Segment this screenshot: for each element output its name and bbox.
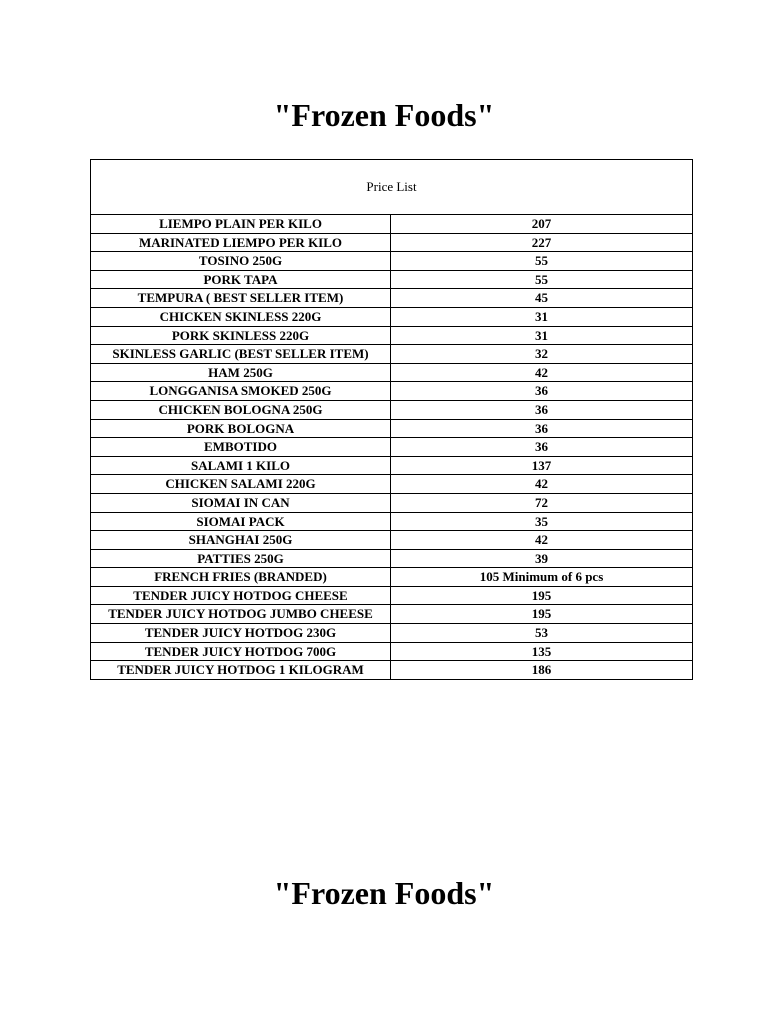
table-row — [91, 531, 693, 550]
item-price-cell: 36 — [391, 400, 693, 419]
item-name-cell: PORK BOLOGNA — [91, 419, 391, 438]
item-price-cell: 195 — [391, 605, 693, 624]
table-row — [91, 512, 693, 531]
item-name-cell: TOSINO 250G — [91, 252, 391, 271]
price-list-body — [91, 160, 693, 680]
item-name-cell: TENDER JUICY HOTDOG 700G — [91, 642, 391, 661]
table-row — [91, 568, 693, 587]
item-name-cell: CHICKEN BOLOGNA 250G — [91, 400, 391, 419]
table-row — [91, 549, 693, 568]
item-name-cell: FRENCH FRIES (BRANDED) — [91, 568, 391, 587]
table-header: Price List — [91, 160, 693, 215]
table-row — [91, 661, 693, 680]
item-name-cell: TENDER JUICY HOTDOG 1 KILOGRAM — [91, 661, 391, 680]
item-name-cell: CHICKEN SKINLESS 220G — [91, 307, 391, 326]
item-price-cell: 105 Minimum of 6 pcs — [391, 568, 693, 587]
page-title-repeat: "Frozen Foods" — [273, 875, 495, 911]
item-name-cell: EMBOTIDO — [91, 438, 391, 457]
table-row — [91, 456, 693, 475]
table-row — [91, 419, 693, 438]
item-name-cell: TENDER JUICY HOTDOG JUMBO CHEESE — [91, 605, 391, 624]
item-price-cell: 45 — [391, 289, 693, 308]
item-price-cell: 137 — [391, 456, 693, 475]
item-price-cell: 53 — [391, 624, 693, 643]
item-price-cell: 32 — [391, 345, 693, 364]
table-row — [91, 586, 693, 605]
table-row — [91, 605, 693, 624]
item-price-cell: 36 — [391, 382, 693, 401]
item-name-cell: PORK SKINLESS 220G — [91, 326, 391, 345]
item-price-cell: 195 — [391, 586, 693, 605]
item-price-cell: 35 — [391, 512, 693, 531]
item-name-cell: SKINLESS GARLIC (BEST SELLER ITEM) — [91, 345, 391, 364]
table-row — [91, 382, 693, 401]
table-header-row — [91, 160, 693, 215]
table-row — [91, 400, 693, 419]
item-price-cell: 55 — [391, 252, 693, 271]
price-list-table — [90, 159, 693, 680]
item-price-cell: 36 — [391, 438, 693, 457]
item-name-cell: LIEMPO PLAIN PER KILO — [91, 215, 391, 234]
table-row — [91, 289, 693, 308]
item-price-cell: 227 — [391, 233, 693, 252]
table-row — [91, 326, 693, 345]
item-price-cell: 135 — [391, 642, 693, 661]
item-price-cell: 207 — [391, 215, 693, 234]
item-name-cell: PORK TAPA — [91, 270, 391, 289]
table-row — [91, 475, 693, 494]
item-name-cell: PATTIES 250G — [91, 549, 391, 568]
table-row — [91, 624, 693, 643]
item-price-cell: 72 — [391, 493, 693, 512]
item-name-cell: SHANGHAI 250G — [91, 531, 391, 550]
item-name-cell: HAM 250G — [91, 363, 391, 382]
item-price-cell: 36 — [391, 419, 693, 438]
item-name-cell: MARINATED LIEMPO PER KILO — [91, 233, 391, 252]
table-row — [91, 215, 693, 234]
table-row — [91, 233, 693, 252]
item-name-cell: LONGGANISA SMOKED 250G — [91, 382, 391, 401]
table-row — [91, 642, 693, 661]
item-price-cell: 55 — [391, 270, 693, 289]
item-price-cell: 31 — [391, 307, 693, 326]
page-title: "Frozen Foods" — [273, 97, 495, 133]
item-name-cell: SALAMI 1 KILO — [91, 456, 391, 475]
table-row — [91, 252, 693, 271]
item-price-cell: 42 — [391, 531, 693, 550]
item-name-cell: TENDER JUICY HOTDOG CHEESE — [91, 586, 391, 605]
item-price-cell: 31 — [391, 326, 693, 345]
table-row — [91, 345, 693, 364]
item-name-cell: SIOMAI PACK — [91, 512, 391, 531]
item-price-cell: 186 — [391, 661, 693, 680]
table-row — [91, 438, 693, 457]
table-row — [91, 270, 693, 289]
item-name-cell: TENDER JUICY HOTDOG 230G — [91, 624, 391, 643]
item-price-cell: 42 — [391, 363, 693, 382]
table-row — [91, 307, 693, 326]
item-name-cell: SIOMAI IN CAN — [91, 493, 391, 512]
item-price-cell: 39 — [391, 549, 693, 568]
table-row — [91, 493, 693, 512]
item-price-cell: 42 — [391, 475, 693, 494]
item-name-cell: CHICKEN SALAMI 220G — [91, 475, 391, 494]
item-name-cell: TEMPURA ( BEST SELLER ITEM) — [91, 289, 391, 308]
table-row — [91, 363, 693, 382]
